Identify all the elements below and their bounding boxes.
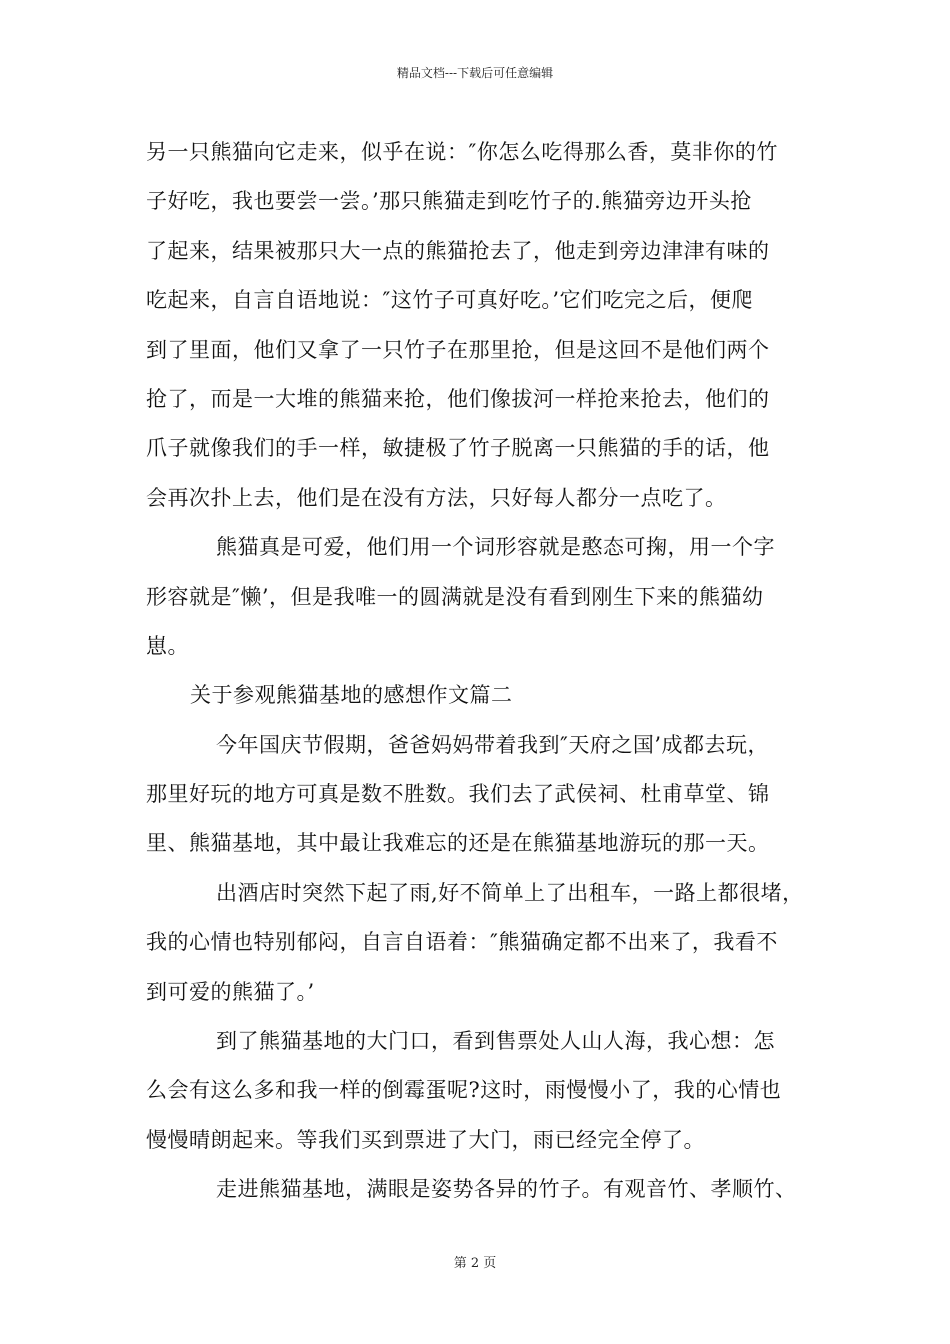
section-heading: 关于参观熊猫基地的感想作文篇二 <box>190 683 513 708</box>
text-line: 那里好玩的地方可真是数不胜数。我们去了武侯祠、杜甫草堂、锦 <box>146 782 770 807</box>
text-line: 爪子就像我们的手一样，敏捷极了竹子脱离一只熊猫的手的话，他 <box>146 436 770 461</box>
text-line: 慢慢晴朗起来。等我们买到票进了大门，雨已经完全停了。 <box>146 1127 705 1152</box>
text-line: 另一只熊猫向它走来，似乎在说：″你怎么吃得那么香，莫非你的竹 <box>146 140 778 164</box>
paragraph-start-line: 今年国庆节假期，爸爸妈妈带着我到″天府之国’成都去玩， <box>216 732 770 757</box>
text-line: 会再次扑上去，他们是在没有方法，只好每人都分一点吃了。 <box>146 485 727 510</box>
text-line: 抢了，而是一大堆的熊猫来抢，他们像拔河一样抢来抢去，他们的 <box>146 386 770 411</box>
paragraph-start-line: 到了熊猫基地的大门口，看到售票处人山人海，我心想：怎 <box>216 1029 775 1054</box>
paragraph-start-line: 走进熊猫基地，满眼是姿势各异的竹子。有观音竹、孝顺竹、 <box>216 1177 797 1202</box>
text-line: 了起来，结果被那只大一点的熊猫抢去了，他走到旁边津津有味的 <box>146 238 770 263</box>
paragraph-start-line: 熊猫真是可爱，他们用一个词形容就是憨态可掬，用一个字 <box>216 535 775 560</box>
page-number: 第 2 页 <box>453 1256 497 1271</box>
text-line: 我的心情也特别郁闷，自言自语着：″熊猫确定都不出来了，我看不 <box>146 930 778 955</box>
text-line: 吃起来，自言自语地说：″这竹子可真好吃。’它们吃完之后，便爬 <box>146 288 754 313</box>
text-line: 里、熊猫基地，其中最让我难忘的还是在熊猫基地游玩的那一天。 <box>146 831 770 856</box>
text-line: 子好吃，我也要尝一尝。’那只熊猫走到吃竹子的.熊猫旁边开头抢 <box>146 189 752 214</box>
text-line: 到了里面，他们又拿了一只竹子在那里抢，但是这回不是他们两个 <box>146 337 770 362</box>
text-line: 崽。 <box>146 633 189 658</box>
text-line: 形容就是″懒’，但是我唯一的圆满就是没有看到刚生下来的熊猫幼 <box>146 584 764 609</box>
article-body <box>146 128 822 1215</box>
paragraph-start-line: 出酒店时突然下起了雨,好不简单上了出租车，一路上都很堵， <box>216 880 804 905</box>
page-header: 精品文档---下载后可任意编辑 <box>396 66 554 80</box>
text-line: 到可爱的熊猫了。’ <box>146 979 315 1004</box>
text-line: 么会有这么多和我一样的倒霉蛋呢?这时，雨慢慢小了，我的心情也 <box>146 1078 782 1103</box>
